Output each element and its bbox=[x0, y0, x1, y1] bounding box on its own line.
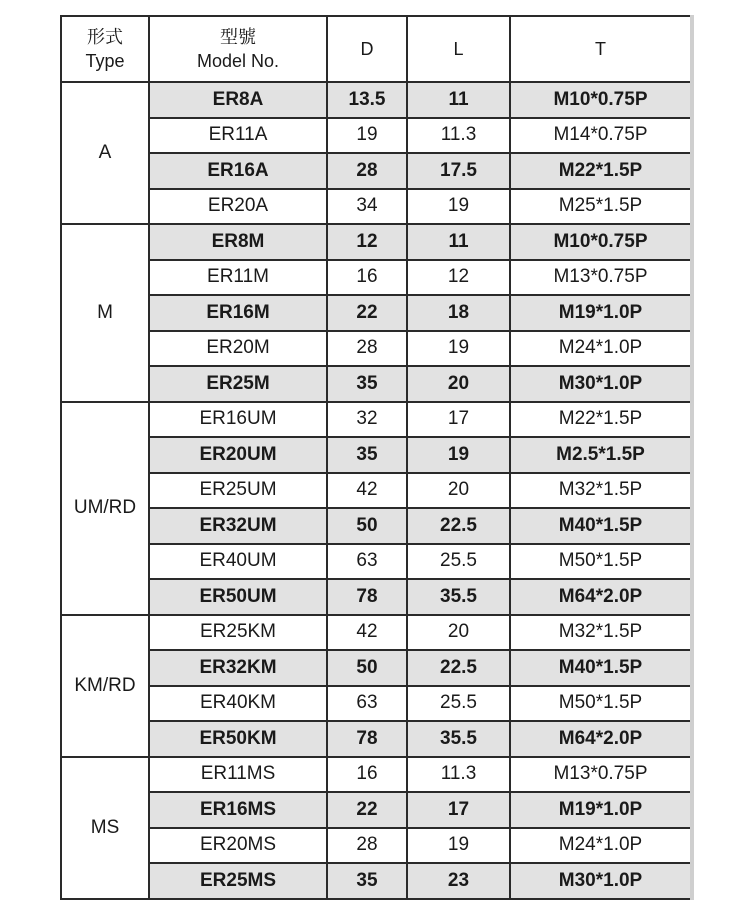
d-cell: 50 bbox=[327, 650, 407, 686]
type-cell: MS bbox=[61, 757, 149, 899]
d-cell: 63 bbox=[327, 686, 407, 722]
d-cell: 16 bbox=[327, 757, 407, 793]
d-cell: 12 bbox=[327, 224, 407, 260]
scan-edge bbox=[690, 15, 694, 900]
model-cell: ER20M bbox=[149, 331, 327, 367]
l-cell: 22.5 bbox=[407, 508, 510, 544]
t-cell: M10*0.75P bbox=[510, 224, 691, 260]
table-row bbox=[61, 331, 691, 367]
spec-sheet bbox=[60, 15, 692, 900]
l-cell: 11.3 bbox=[407, 118, 510, 154]
l-cell: 25.5 bbox=[407, 686, 510, 722]
table-row bbox=[61, 82, 691, 118]
d-cell: 34 bbox=[327, 189, 407, 225]
table-row bbox=[61, 686, 691, 722]
t-cell: M13*0.75P bbox=[510, 260, 691, 296]
l-cell: 18 bbox=[407, 295, 510, 331]
table-row bbox=[61, 402, 691, 438]
table-row bbox=[61, 189, 691, 225]
l-cell: 17 bbox=[407, 402, 510, 438]
l-cell: 19 bbox=[407, 189, 510, 225]
d-cell: 63 bbox=[327, 544, 407, 580]
model-cell: ER11M bbox=[149, 260, 327, 296]
t-cell: M40*1.5P bbox=[510, 508, 691, 544]
type-cell: A bbox=[61, 82, 149, 224]
model-cell: ER16M bbox=[149, 295, 327, 331]
d-cell: 35 bbox=[327, 437, 407, 473]
model-cell: ER20MS bbox=[149, 828, 327, 864]
l-cell: 20 bbox=[407, 615, 510, 651]
header-type-zh: 形式 bbox=[87, 27, 123, 47]
t-cell: M14*0.75P bbox=[510, 118, 691, 154]
model-cell: ER8M bbox=[149, 224, 327, 260]
table-row bbox=[61, 224, 691, 260]
header-model-zh: 型號 bbox=[220, 27, 256, 47]
t-cell: M2.5*1.5P bbox=[510, 437, 691, 473]
header-d: D bbox=[327, 16, 407, 82]
model-cell: ER20UM bbox=[149, 437, 327, 473]
d-cell: 22 bbox=[327, 792, 407, 828]
d-cell: 78 bbox=[327, 579, 407, 615]
l-cell: 20 bbox=[407, 473, 510, 509]
table-row bbox=[61, 295, 691, 331]
t-cell: M30*1.0P bbox=[510, 863, 691, 899]
header-type-en: Type bbox=[85, 51, 125, 71]
model-cell: ER50UM bbox=[149, 579, 327, 615]
model-cell: ER8A bbox=[149, 82, 327, 118]
t-cell: M50*1.5P bbox=[510, 544, 691, 580]
l-cell: 11 bbox=[407, 82, 510, 118]
t-cell: M25*1.5P bbox=[510, 189, 691, 225]
t-cell: M10*0.75P bbox=[510, 82, 691, 118]
d-cell: 28 bbox=[327, 828, 407, 864]
table-row bbox=[61, 615, 691, 651]
table-row bbox=[61, 650, 691, 686]
d-cell: 35 bbox=[327, 366, 407, 402]
header-model bbox=[149, 16, 327, 82]
l-cell: 35.5 bbox=[407, 579, 510, 615]
table-row bbox=[61, 437, 691, 473]
header-l: L bbox=[407, 16, 510, 82]
table-row bbox=[61, 757, 691, 793]
t-cell: M32*1.5P bbox=[510, 473, 691, 509]
t-cell: M32*1.5P bbox=[510, 615, 691, 651]
d-cell: 42 bbox=[327, 615, 407, 651]
model-cell: ER16MS bbox=[149, 792, 327, 828]
table-row bbox=[61, 260, 691, 296]
t-cell: M24*1.0P bbox=[510, 828, 691, 864]
d-cell: 42 bbox=[327, 473, 407, 509]
header-model-en: Model No. bbox=[196, 51, 280, 71]
d-cell: 35 bbox=[327, 863, 407, 899]
d-cell: 78 bbox=[327, 721, 407, 757]
model-cell: ER11MS bbox=[149, 757, 327, 793]
type-cell: KM/RD bbox=[61, 615, 149, 757]
t-cell: M50*1.5P bbox=[510, 686, 691, 722]
table-body bbox=[61, 82, 691, 899]
table-row bbox=[61, 118, 691, 154]
t-cell: M40*1.5P bbox=[510, 650, 691, 686]
t-cell: M19*1.0P bbox=[510, 295, 691, 331]
d-cell: 13.5 bbox=[327, 82, 407, 118]
model-cell: ER20A bbox=[149, 189, 327, 225]
model-cell: ER25UM bbox=[149, 473, 327, 509]
l-cell: 17.5 bbox=[407, 153, 510, 189]
table-header bbox=[61, 16, 691, 82]
model-cell: ER16UM bbox=[149, 402, 327, 438]
type-cell: UM/RD bbox=[61, 402, 149, 615]
d-cell: 16 bbox=[327, 260, 407, 296]
table-row bbox=[61, 153, 691, 189]
er-collet-spec-table bbox=[60, 15, 692, 900]
table-row bbox=[61, 828, 691, 864]
l-cell: 22.5 bbox=[407, 650, 510, 686]
header-type bbox=[61, 16, 149, 82]
model-cell: ER11A bbox=[149, 118, 327, 154]
d-cell: 22 bbox=[327, 295, 407, 331]
l-cell: 35.5 bbox=[407, 721, 510, 757]
table-row bbox=[61, 579, 691, 615]
l-cell: 25.5 bbox=[407, 544, 510, 580]
table-row bbox=[61, 544, 691, 580]
l-cell: 11.3 bbox=[407, 757, 510, 793]
l-cell: 11 bbox=[407, 224, 510, 260]
l-cell: 23 bbox=[407, 863, 510, 899]
t-cell: M64*2.0P bbox=[510, 721, 691, 757]
model-cell: ER25KM bbox=[149, 615, 327, 651]
table-row bbox=[61, 863, 691, 899]
model-cell: ER40UM bbox=[149, 544, 327, 580]
table-row bbox=[61, 508, 691, 544]
header-row bbox=[61, 16, 691, 82]
l-cell: 20 bbox=[407, 366, 510, 402]
t-cell: M64*2.0P bbox=[510, 579, 691, 615]
type-cell: M bbox=[61, 224, 149, 402]
t-cell: M22*1.5P bbox=[510, 402, 691, 438]
model-cell: ER40KM bbox=[149, 686, 327, 722]
model-cell: ER32KM bbox=[149, 650, 327, 686]
model-cell: ER25MS bbox=[149, 863, 327, 899]
table-row bbox=[61, 473, 691, 509]
l-cell: 17 bbox=[407, 792, 510, 828]
t-cell: M24*1.0P bbox=[510, 331, 691, 367]
t-cell: M22*1.5P bbox=[510, 153, 691, 189]
t-cell: M19*1.0P bbox=[510, 792, 691, 828]
d-cell: 32 bbox=[327, 402, 407, 438]
table-row bbox=[61, 366, 691, 402]
l-cell: 19 bbox=[407, 437, 510, 473]
d-cell: 19 bbox=[327, 118, 407, 154]
header-t: T bbox=[510, 16, 691, 82]
table-row bbox=[61, 792, 691, 828]
model-cell: ER25M bbox=[149, 366, 327, 402]
model-cell: ER32UM bbox=[149, 508, 327, 544]
d-cell: 28 bbox=[327, 331, 407, 367]
l-cell: 19 bbox=[407, 331, 510, 367]
d-cell: 50 bbox=[327, 508, 407, 544]
model-cell: ER16A bbox=[149, 153, 327, 189]
table-row bbox=[61, 721, 691, 757]
t-cell: M30*1.0P bbox=[510, 366, 691, 402]
l-cell: 12 bbox=[407, 260, 510, 296]
model-cell: ER50KM bbox=[149, 721, 327, 757]
t-cell: M13*0.75P bbox=[510, 757, 691, 793]
l-cell: 19 bbox=[407, 828, 510, 864]
d-cell: 28 bbox=[327, 153, 407, 189]
